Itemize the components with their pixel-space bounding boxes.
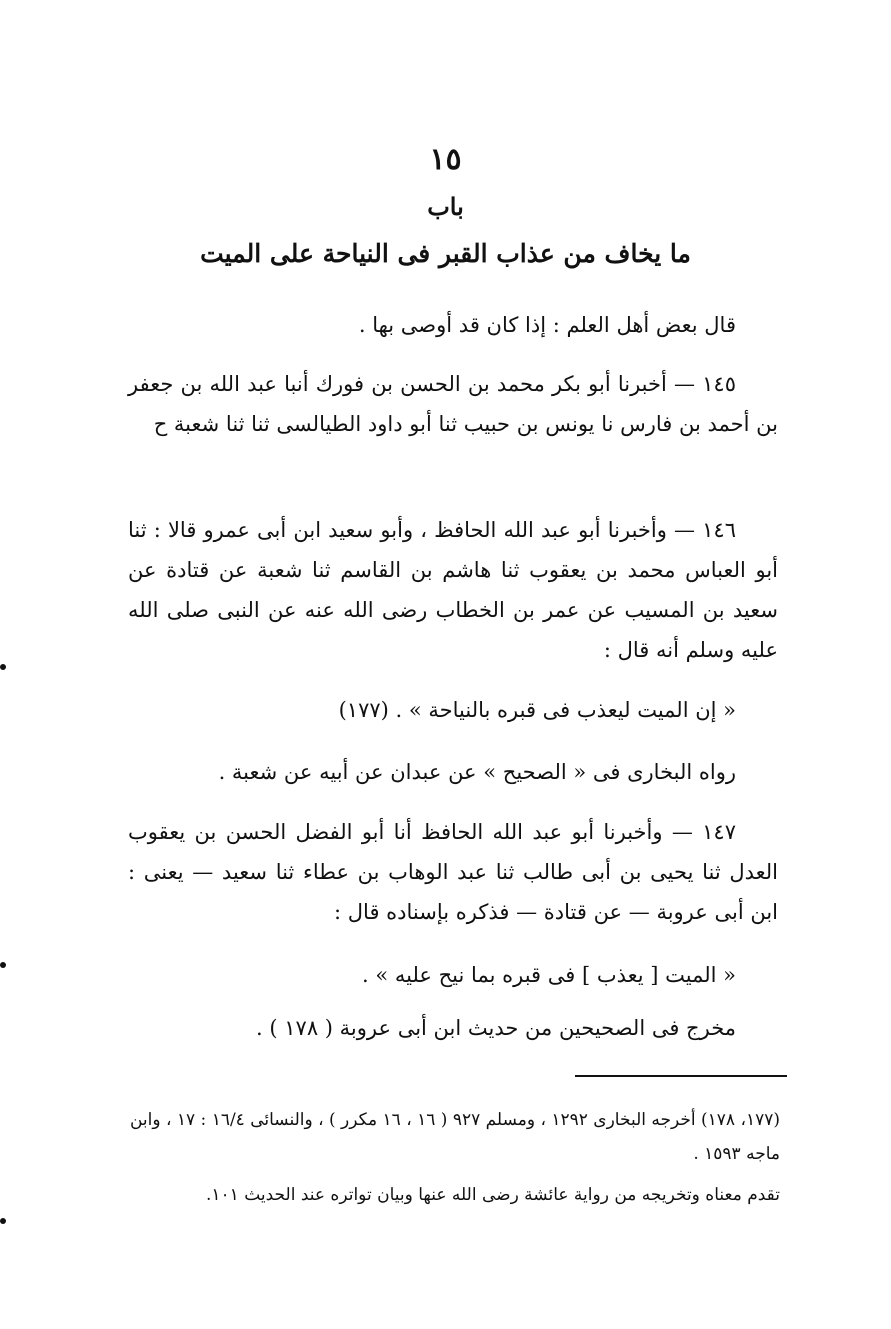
hadith-paragraph-146 [128,510,778,670]
intro-paragraph: قال بعض أهل العلم : إذا كان قد أوصى بها . [358,313,736,337]
footnote-1: (١٧٧، ١٧٨) أخرجه البخارى ١٢٩٢ ، ومسلم ٩٢٧ ( ١٦ ، ١٦ مكرر ) ، والنسائى ١٦/٤ : ١٧ ، وابن ماجه ١٥٩٣ . [129,1110,780,1164]
hadith-quote-2: « الميت [ يعذب ] فى قبره بما نيح عليه » . [362,963,736,987]
footnote-2: تقدم معناه وتخريجه من رواية عائشة رضى الله عنها وبيان تواتره عند الحديث ١٠١. [205,1185,780,1205]
hadith-paragraph-145 [128,364,778,444]
narration-note-2: مخرج فى الصحيحين من حديث ابن أبى عروبة ( ١٧٨ ) . [256,1016,736,1040]
hadith-paragraph-146-text: ١٤٦ — وأخبرنا أبو عبد الله الحافظ ، وأبو سعيد ابن أبى عمرو قالا : ثنا أبو العباس محمد بن يعقوب ثنا هاشم بن القاسم ثنا شعبة عن قتادة عن سعيد بن المسيب عن عمر بن الخطاب رضى الله عنه عن النبى صلى الله عليه وسلم أنه قال : [128,518,778,662]
narration-note-1: رواه البخارى فى « الصحيح » عن عبدان عن أبيه عن شعبة . [218,760,736,784]
chapter-number: ١٥ [429,142,462,177]
chapter-label: باب [427,192,464,221]
chapter-title: ما يخاف من عذاب القبر فى النياحة على الميت [200,239,691,268]
scan-edge-mark [0,664,6,670]
hadith-paragraph-147-text: ١٤٧ — وأخبرنا أبو عبد الله الحافظ أنا أبو الفضل الحسن بن يعقوب العدل ثنا يحيى بن أبى طالب ثنا عبد الوهاب بن عطاء ثنا سعيد — يعنى : ابن أبى عروبة — عن قتادة — فذكره بإسناده قال : [128,820,778,924]
footnote-divider [575,1075,787,1077]
scan-edge-mark [0,962,6,968]
hadith-quote-1: « إن الميت ليعذب فى قبره بالنياحة » . (١٧٧) [338,698,736,722]
scan-edge-mark [0,1218,6,1224]
hadith-paragraph-147 [128,812,778,932]
hadith-paragraph-145-text: ١٤٥ — أخبرنا أبو بكر محمد بن الحسن بن فورك أنبا عبد الله بن جعفر بن أحمد بن فارس نا يونس بن حبيب ثنا أبو داود الطيالسى ثنا ثنا شعبة ح [128,372,778,436]
